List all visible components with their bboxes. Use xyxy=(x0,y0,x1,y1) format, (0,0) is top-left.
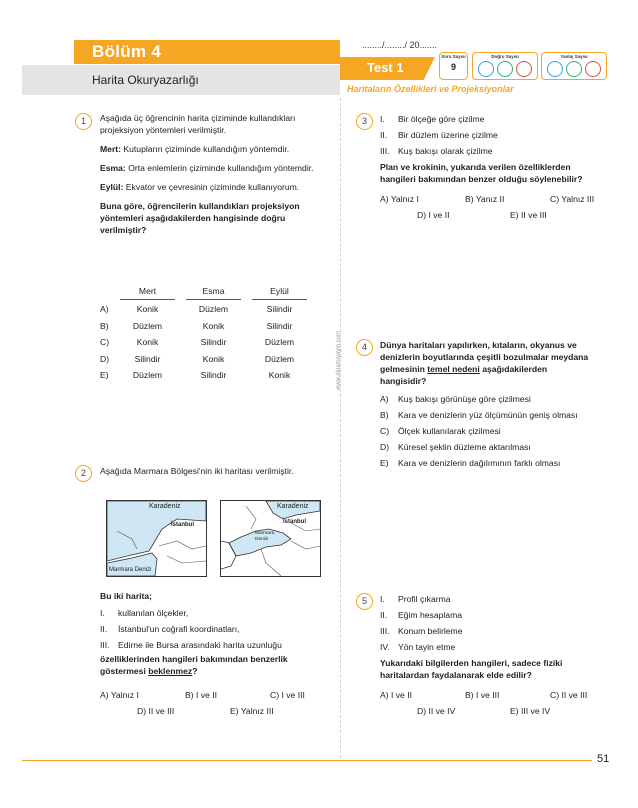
question-number-2: 2 xyxy=(75,465,92,482)
question-end: ? xyxy=(192,666,198,676)
item-text: Edirne ile Bursa arasındaki harita uzunluğu xyxy=(118,640,282,650)
item-text: Eğim hesaplama xyxy=(398,610,463,620)
option-letter: A) xyxy=(100,304,109,314)
answer-option-a[interactable] xyxy=(380,393,595,405)
item-text: Konum belirleme xyxy=(398,626,463,636)
student-text: Kutupların çiziminde kullandığım yöntemdir. xyxy=(123,144,290,154)
question-number-4: 4 xyxy=(356,339,373,356)
question-number-3: 3 xyxy=(356,113,373,130)
q3-question: Plan ve krokinin, yukarıda verilen özelliklerden hangileri bakımından benzer olduğu söylenebilir? xyxy=(380,162,583,184)
item-text: Profil çıkarma xyxy=(398,594,451,604)
roman-numeral: II. xyxy=(380,130,388,140)
question-count-label: Soru Sayısı xyxy=(441,54,466,59)
q3-item-1 xyxy=(380,113,605,125)
answer-option-e[interactable]: E) III ve IV xyxy=(510,706,551,716)
topic-title: Haritaların Özellikleri ve Projeksiyonlar xyxy=(347,84,514,94)
item-text: Kuş bakışı olarak çizilme xyxy=(398,146,493,156)
item-text: kullanılan ölçekler, xyxy=(118,608,189,618)
section-title: Bölüm 4 xyxy=(92,42,162,61)
answer-option-b[interactable] xyxy=(100,320,330,337)
table-cell: Düzlem xyxy=(132,370,163,380)
answer-option-b[interactable]: B) I ve II xyxy=(185,690,217,700)
marmara-map-2 xyxy=(220,500,321,577)
map-label-istanbul: İstanbul xyxy=(283,519,307,525)
correct-count-box xyxy=(472,52,538,80)
q1-answer-table xyxy=(100,286,330,301)
table-header: Mert xyxy=(138,286,157,296)
answer-option-e[interactable] xyxy=(100,369,330,386)
page-subtitle: Harita Okuryazarlığı xyxy=(92,73,199,87)
student-name: Esma: xyxy=(100,163,126,173)
answer-option-d[interactable]: D) I ve II xyxy=(417,210,450,220)
table-cell: Konik xyxy=(202,320,225,331)
item-text: Yön tayin etme xyxy=(398,642,456,652)
score-circle xyxy=(497,61,513,77)
answer-option-d[interactable] xyxy=(380,441,595,453)
q3-item-3 xyxy=(380,145,605,157)
question-count-value: 9 xyxy=(450,62,456,72)
table-cell: Düzlem xyxy=(132,320,163,331)
marmara-map-1 xyxy=(106,500,207,577)
option-text: Kara ve denizlerin dağılımının farklı olması xyxy=(398,458,561,468)
roman-numeral: I. xyxy=(100,608,105,618)
table-cell: Silindir xyxy=(200,370,227,380)
table-cell: Silindir xyxy=(134,353,161,364)
question-count-box xyxy=(439,52,468,80)
correct-count-label: Doğru Sayısı xyxy=(491,54,519,59)
answer-option-b[interactable]: B) I ve III xyxy=(465,690,500,700)
answer-option-e[interactable]: E) II ve III xyxy=(510,210,547,220)
question-1 xyxy=(100,112,332,236)
item-text: İstanbul'un coğrafi koordinatları, xyxy=(118,624,240,634)
roman-numeral: I. xyxy=(380,594,385,604)
roman-numeral: III. xyxy=(100,640,110,650)
answer-option-c[interactable]: C) II ve III xyxy=(550,690,588,700)
q5-item-1 xyxy=(380,593,605,605)
score-circle xyxy=(585,61,601,77)
option-text: Kara ve denizlerin yüz ölçümünün geniş olması xyxy=(398,410,578,420)
answer-option-a[interactable]: A) Yalnız I xyxy=(380,194,419,204)
answer-option-d[interactable] xyxy=(100,353,330,370)
question-3 xyxy=(380,113,605,185)
table-cell: Silindir xyxy=(266,304,293,314)
roman-numeral: IV. xyxy=(380,642,390,652)
student-text: Ekvator ve çevresinin çiziminde kullanıyorum. xyxy=(125,182,300,192)
item-text: Bir düzlem üzerine çizilme xyxy=(398,130,498,140)
q5-item-2 xyxy=(380,609,605,621)
map-label-karadeniz: Karadeniz xyxy=(277,503,309,510)
option-letter: B) xyxy=(380,410,389,420)
map-label-marmara: Marmara Denizi xyxy=(255,531,275,542)
answer-option-e[interactable] xyxy=(380,457,595,469)
table-cell: Konik xyxy=(268,370,291,380)
table-cell: Konik xyxy=(136,304,159,314)
roman-numeral: I. xyxy=(380,114,385,124)
q5-item-3 xyxy=(380,625,605,637)
q2-question xyxy=(100,653,332,677)
option-letter: D) xyxy=(100,353,110,364)
question-number-1: 1 xyxy=(75,113,92,130)
table-header-rule xyxy=(120,299,175,300)
option-letter: E) xyxy=(100,370,109,380)
option-text: Ölçek kullanılarak çizilmesi xyxy=(398,426,501,436)
q1-student-eylul xyxy=(100,181,332,193)
column-divider xyxy=(340,98,341,758)
roman-numeral: III. xyxy=(380,626,390,636)
answer-option-c[interactable] xyxy=(100,336,330,353)
answer-option-a[interactable]: A) I ve II xyxy=(380,690,412,700)
option-letter: E) xyxy=(380,458,389,468)
q3-item-2 xyxy=(380,129,605,141)
option-letter: A) xyxy=(380,394,389,404)
roman-numeral: II. xyxy=(100,624,108,634)
question-text: Dünya haritaları yapılırken, kıtaların, okyanus ve denizlerin boyutlarında çeşitli bozulmalar meydana gelmesinin xyxy=(380,340,589,374)
table-cell: Konik xyxy=(202,353,225,364)
table-header: Esma xyxy=(202,286,225,296)
item-text: Bir ölçeğe göre çizilme xyxy=(398,114,485,124)
answer-option-a[interactable]: A) Yalnız I xyxy=(100,690,139,700)
table-cell: Düzlem xyxy=(264,337,295,347)
score-circle xyxy=(516,61,532,77)
page-number: 51 xyxy=(597,753,610,765)
question-underlined: beklenmez xyxy=(148,666,193,676)
wrong-count-label: Yanlış Sayısı xyxy=(560,54,588,59)
question-text: aşağıdakilerden hangisidir? xyxy=(380,364,548,386)
q1-intro: Aşağıda üç öğrencinin harita çiziminde kullandıkları projeksiyon yöntemleri verilmiştir. xyxy=(100,113,296,135)
question-5 xyxy=(380,593,605,681)
q2-intro: Aşağıda Marmara Bölgesi'nin iki haritası verilmiştir. xyxy=(100,466,294,476)
score-circle xyxy=(478,61,494,77)
question-2 xyxy=(100,590,332,677)
option-text: Kuş bakışı görünüşe göre çizilmesi xyxy=(398,394,531,404)
q1-student-mert xyxy=(100,143,332,155)
map-label-karadeniz: Karadeniz xyxy=(149,503,181,510)
question-text: özelliklerinden hangileri bakımından benzerlik göstermesi xyxy=(100,654,288,676)
q1-question: Buna göre, öğrencilerin kullandıkları projeksiyon yöntemleri aşağıdakilerden hangisinde doğru verilmiştir? xyxy=(100,201,300,235)
q5-item-4 xyxy=(380,641,605,653)
answer-option-b[interactable]: B) Yanız II xyxy=(465,194,505,204)
option-letter: C) xyxy=(380,426,390,436)
q4-question xyxy=(380,339,595,387)
footer-rule xyxy=(22,760,592,761)
q1-student-esma xyxy=(100,162,332,174)
answer-option-c[interactable]: C) Yalnız III xyxy=(550,194,595,204)
option-letter: D) xyxy=(380,442,390,452)
wrong-count-box xyxy=(541,52,607,80)
table-cell: Silindir xyxy=(200,337,227,347)
student-name: Eylül: xyxy=(100,182,124,192)
table-header-rule xyxy=(252,299,307,300)
answer-option-a[interactable] xyxy=(100,303,330,320)
student-name: Mert: xyxy=(100,144,122,154)
option-letter: B) xyxy=(100,320,109,331)
answer-option-d[interactable]: D) II ve IV xyxy=(417,706,456,716)
q2-item-1 xyxy=(100,607,332,619)
q2-item-2 xyxy=(100,623,332,635)
q1-options xyxy=(100,303,330,386)
map-label-marmara: Marmara Denizi xyxy=(109,567,152,573)
q5-question: Yukarıdaki bilgilerden hangileri, sadece fiziki haritalardan faydalanarak elde edilir? xyxy=(380,658,563,680)
option-letter: C) xyxy=(100,337,110,347)
answer-option-d[interactable]: D) II ve III xyxy=(137,706,175,716)
table-cell: Düzlem xyxy=(264,353,295,364)
score-circle xyxy=(566,61,582,77)
option-text: Küresel şeklin düzleme aktarılması xyxy=(398,442,531,452)
date-field: ......../......../ 20....... xyxy=(362,40,438,50)
table-cell: Silindir xyxy=(266,320,293,331)
table-cell: Düzlem xyxy=(198,304,229,314)
question-underlined: temel nedeni xyxy=(427,364,480,374)
q2-lead: Bu iki harita; xyxy=(100,591,153,601)
table-header-rule xyxy=(186,299,241,300)
roman-numeral: III. xyxy=(380,146,390,156)
table-cell: Konik xyxy=(136,337,159,347)
roman-numeral: II. xyxy=(380,610,388,620)
answer-option-b[interactable] xyxy=(380,409,595,421)
student-text: Orta enlemlerin çiziminde kullandığım yöntemdir. xyxy=(128,163,314,173)
answer-option-c[interactable] xyxy=(380,425,595,437)
test-title: Test 1 xyxy=(367,60,404,75)
map-1-drawing xyxy=(107,501,206,576)
table-header: Eylül xyxy=(270,286,289,296)
score-circle xyxy=(547,61,563,77)
q2-item-3 xyxy=(100,639,332,651)
map-label-istanbul: İstanbul xyxy=(171,522,195,528)
question-4 xyxy=(380,339,595,469)
question-number-5: 5 xyxy=(356,593,373,610)
watermark: www.dinamiyayin.com xyxy=(336,330,342,390)
answer-option-c[interactable]: C) I ve III xyxy=(270,690,305,700)
answer-option-e[interactable]: E) Yalnız III xyxy=(230,706,274,716)
